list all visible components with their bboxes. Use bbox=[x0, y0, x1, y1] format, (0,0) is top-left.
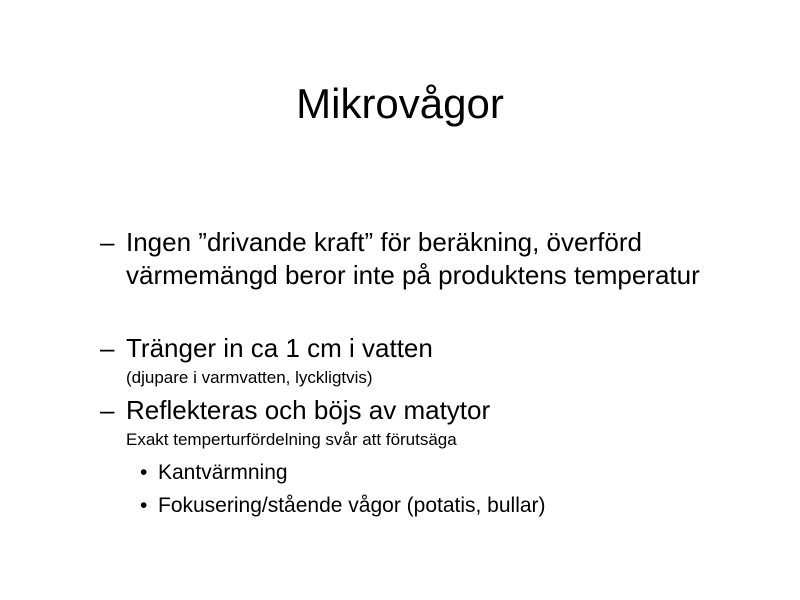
list-item-text: Reflekteras och böjs av matytor bbox=[126, 395, 491, 425]
bullet-text: Kantvärmning bbox=[158, 461, 288, 484]
slide-title: Mikrovågor bbox=[296, 80, 504, 127]
bullet-fokusering bbox=[140, 492, 546, 519]
note-temperaturfordelning: Exakt temperturfördelning svår att förutsäga bbox=[126, 430, 457, 449]
dash-marker: – bbox=[100, 227, 115, 257]
dash-marker: – bbox=[100, 333, 115, 363]
bullet-kantvarmning bbox=[140, 459, 288, 486]
list-item-text: Ingen ”drivande kraft” för beräkning, överförd värmemängd beror inte på produktens temperatur bbox=[126, 227, 700, 290]
list-item-reflekteras bbox=[100, 394, 740, 427]
list-item-text: Tränger in ca 1 cm i vatten bbox=[126, 333, 433, 363]
dash-marker: – bbox=[100, 395, 115, 425]
list-item-tranger-in bbox=[100, 332, 740, 365]
bullet-marker: • bbox=[140, 494, 148, 517]
bullet-marker: • bbox=[140, 461, 148, 484]
note-djupare: (djupare i varmvatten, lyckligtvis) bbox=[126, 368, 373, 387]
bullet-text: Fokusering/stående vågor (potatis, bullar) bbox=[158, 494, 546, 517]
list-item-ingen-drivande-kraft bbox=[100, 226, 740, 292]
